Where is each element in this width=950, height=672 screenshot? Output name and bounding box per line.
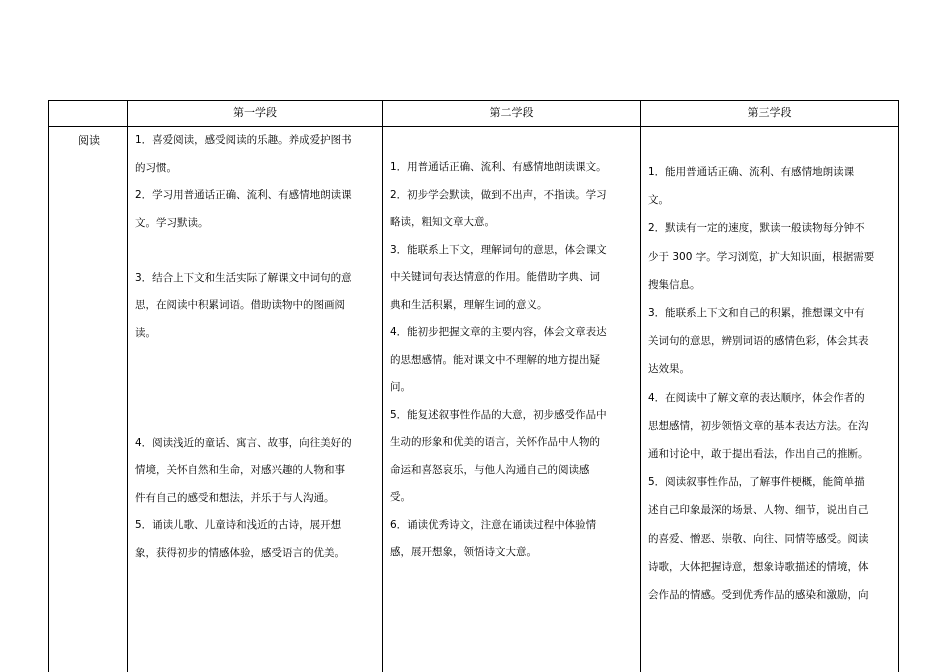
table-top-border [48, 100, 899, 101]
line: 的喜爱、憎恶、崇敬、向往、同情等感受。阅读 [648, 532, 869, 545]
line: 命运和喜怒哀乐，与他人沟通自己的阅读感 [390, 463, 590, 476]
line: 象，获得初步的情感体验，感受语言的优美。 [135, 546, 345, 559]
line: 2．初步学会默读，做到不出声，不指读。学习 [390, 188, 607, 201]
header-stage-1: 第一学段 [233, 106, 277, 119]
line: 4．阅读浅近的童话、寓言、故事，向往美好的 [135, 436, 352, 449]
line: 读。 [135, 326, 156, 339]
line: 的思想感情。能对课文中不理解的地方提出疑 [390, 353, 600, 366]
line: 4．在阅读中了解文章的表达顺序，体会作者的 [648, 391, 865, 404]
line: 会作品的情感。受到优秀作品的感染和激励，向 [648, 589, 869, 602]
line: 1．能用普通话正确、流利、有感情地朗读课 [648, 166, 855, 178]
line: 感，展开想象，领悟诗文大意。 [390, 546, 537, 558]
spacer [135, 402, 375, 430]
line: 受。 [390, 491, 411, 503]
line: 1．用普通话正确、流利、有感情地朗读课文。 [390, 161, 607, 173]
line: 2．默读有一定的速度，默读一般读物每分钟不 [648, 222, 865, 235]
line: 4．能初步把握文章的主要内容，体会文章表达 [390, 326, 607, 338]
line: 思，在阅读中积累词语。借助读物中的图画阅 [135, 299, 345, 311]
line: 件有自己的感受和想法，并乐于与人沟通。 [135, 491, 335, 504]
line: 典和生活积累，理解生词的意义。 [390, 298, 548, 311]
stage-3-content [648, 158, 903, 609]
line: 文。学习默读。 [135, 216, 209, 229]
table-left-border [48, 100, 49, 672]
stage-1-content [135, 127, 375, 567]
line: 3．能联系上下文，理解词句的意思，体会课文 [390, 243, 607, 256]
spacer [135, 347, 375, 375]
line: 搜集信息。 [648, 278, 701, 291]
line: 达效果。 [648, 363, 690, 376]
line: 略读，粗知文章大意。 [390, 216, 495, 228]
spacer [135, 375, 375, 403]
column-divider-1 [127, 100, 128, 672]
line: 关词句的意思，辨别词语的感情色彩，体会其表 [648, 335, 869, 348]
line: 通和讨论中，敢于提出看法，作出自己的推断。 [648, 448, 869, 461]
line: 生动的形象和优美的语言，关怀作品中人物的 [390, 436, 600, 448]
line: 诗歌，大体把握诗意，想象诗歌描述的情境，体 [648, 560, 869, 573]
line: 述自己印象最深的场景、人物、细节，说出自己 [648, 504, 869, 517]
column-divider-2 [382, 100, 383, 672]
spacer [135, 237, 375, 265]
stage-2-content [390, 154, 635, 567]
line: 少于 300 字。学习浏览，扩大知识面，根据需要 [648, 250, 875, 263]
line: 1．喜爱阅读，感受阅读的乐趣。养成爱护图书 [135, 134, 352, 146]
line: 5．能复述叙事性作品的大意，初步感受作品中 [390, 408, 607, 421]
row-label-reading: 阅读 [78, 134, 100, 147]
line: 6．诵读优秀诗文，注意在诵读过程中体验情 [390, 518, 597, 531]
line: 的习惯。 [135, 161, 177, 174]
column-divider-3 [640, 100, 641, 672]
line: 文。 [648, 194, 669, 207]
line: 2．学习用普通话正确、流利、有感情地朗读课 [135, 189, 352, 201]
line: 问。 [390, 381, 411, 393]
line: 思想感情，初步领悟文章的基本表达方法。在沟 [648, 419, 869, 432]
line: 3．能联系上下文和自己的积累，推想课文中有 [648, 307, 865, 320]
line: 5．诵读儿歌、儿童诗和浅近的古诗，展开想 [135, 519, 342, 531]
line: 5．阅读叙事性作品，了解事件梗概，能简单描 [648, 476, 865, 489]
line: 3．结合上下文和生活实际了解课文中词句的意 [135, 271, 352, 284]
line: 中关键词句表达情意的作用。能借助字典、词 [390, 271, 600, 283]
line: 情境，关怀自然和生命，对感兴趣的人物和事 [135, 464, 345, 476]
header-stage-3: 第三学段 [747, 106, 792, 119]
header-stage-2: 第二学段 [489, 106, 534, 119]
